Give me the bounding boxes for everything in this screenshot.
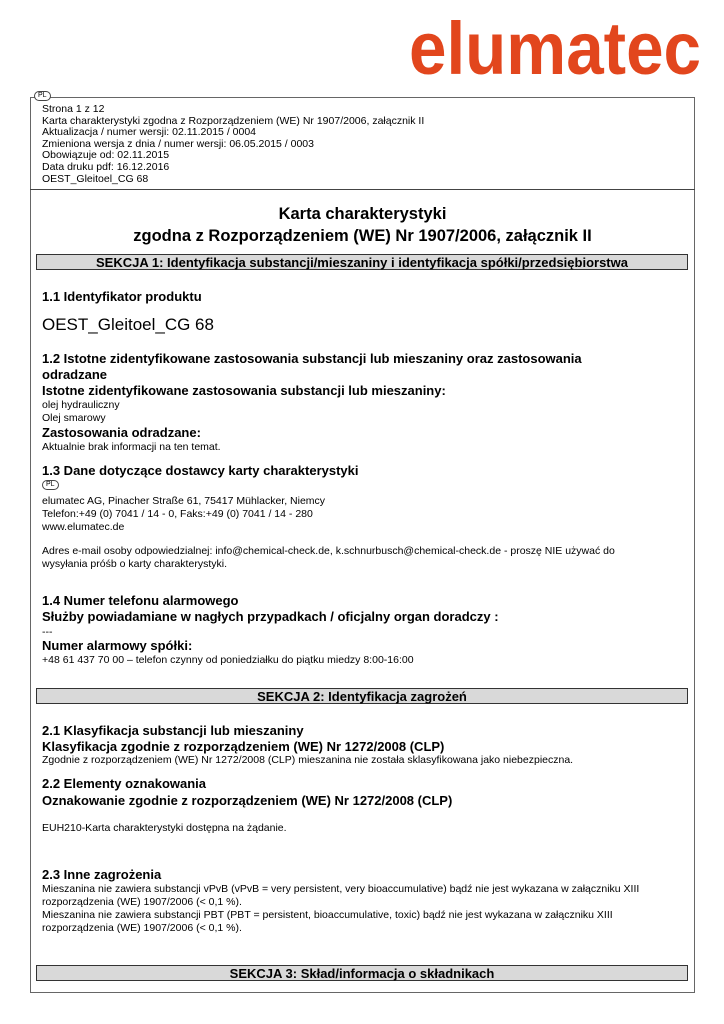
s23-line: Mieszanina nie zawiera substancji vPvB (vPvB = very persistent, very bioaccumulative) bądź nie jest wykazana w załączniku XIII [42,883,640,895]
emergency-services-title: Służby powiadamiane w nagłych przypadkach / oficjalny organ doradczy : [42,609,499,624]
product-name: OEST_Gleitoel_CG 68 [42,315,214,334]
logo-text: elumatec [409,12,701,82]
document-header [42,104,424,185]
s14-title: 1.4 Numer telefonu alarmowego [42,593,239,608]
s23-line: Mieszanina nie zawiera substancji PBT (PBT = persistent, bioaccumulative, toxic) bądź nie jest wykazana w załączniku XIII [42,909,613,921]
s22-subtitle: Oznakowanie zgodnie z rozporządzeniem (WE) Nr 1272/2008 (CLP) [42,793,453,808]
language-badge: PL [34,91,51,101]
use-item: olej hydrauliczny [42,399,120,411]
section3-heading: SEKCJA 3: Skład/informacja o składnikach [36,965,688,981]
elumatec-logo [405,12,705,82]
company-emergency-title: Numer alarmowy spółki: [42,638,193,653]
company-emergency-value: +48 61 437 70 00 – telefon czynny od poniedziałku do piątku miedzy 8:00-16:00 [42,654,414,666]
supplier-website: www.elumatec.de [42,521,125,533]
header-product: OEST_Gleitoel_CG 68 [42,172,149,185]
s11-title: 1.1 Identyfikator produktu [42,289,202,304]
section2-heading: SEKCJA 2: Identyfikacja zagrożeń [36,688,688,704]
supplier-phone: Telefon:+49 (0) 7041 / 14 - 0, Faks:+49 (0) 7041 / 14 - 280 [42,508,313,520]
s22-title: 2.2 Elementy oznakowania [42,776,207,791]
header-valid-from: Obowiązuje od: 02.11.2015 [42,149,170,162]
s12-title-line1: 1.2 Istotne zidentyfikowane zastosowania substancji lub mieszaniny oraz zastosowania [42,351,582,366]
supplier-address: elumatec AG, Pinacher Straße 61, 75417 Mühlacker, Niemcy [42,495,326,507]
language-badge: PL [42,480,59,490]
section1-heading: SEKCJA 1: Identyfikacja substancji/mieszaniny i identyfikacja spółki/przedsiębiorstwa [36,254,688,270]
header-replaced: Zmieniona wersja z dnia / numer wersji: 06.05.2015 / 0003 [42,137,314,150]
s21-subtitle: Klasyfikacja zgodnie z rozporządzeniem (WE) Nr 1272/2008 (CLP) [42,739,445,754]
s22-text: EUH210-Karta charakterystyki dostępna na żądanie. [42,822,287,834]
document-title: Karta charakterystyki [278,205,447,223]
responsible-email-line1: Adres e-mail osoby odpowiedzialnej: info@chemical-check.de, k.schnurbusch@chemical-check.de - proszę NIE używać do [42,545,615,557]
s13-title: 1.3 Dane dotyczące dostawcy karty charakterystyki [42,463,359,478]
use-item: Olej smarowy [42,412,106,424]
header-page: Strona 1 z 12 [42,103,105,115]
not-recommended-text: Aktualnie brak informacji na ten temat. [42,441,221,453]
emergency-services-value: --- [42,626,53,638]
responsible-email-line2: wysyłania próśb o karty charakterystyki. [42,558,227,570]
not-recommended-title: Zastosowania odradzane: [42,425,201,440]
s23-line: rozporządzenia (WE) 1907/2006 (< 0,1 %). [42,922,242,934]
uses-title: Istotne zidentyfikowane zastosowania substancji lub mieszaniny: [42,383,446,398]
header-divider [30,189,695,190]
s12-title-line2: odradzane [42,367,108,382]
s21-title: 2.1 Klasyfikacja substancji lub mieszaniny [42,723,304,738]
document-subtitle: zgodna z Rozporządzeniem (WE) Nr 1907/2006, załącznik II [133,227,592,245]
s21-text: Zgodnie z rozporządzeniem (WE) Nr 1272/2008 (CLP) mieszanina nie została sklasyfikowana jako niebezpieczna. [42,754,574,766]
header-print-date: Data druku pdf: 16.12.2016 [42,160,170,173]
s23-line: rozporządzenia (WE) 1907/2006 (< 0,1 %). [42,896,242,908]
header-update: Aktualizacja / numer wersji: 02.11.2015 / 0004 [42,126,257,139]
header-doc-title: Karta charakterystyki zgodna z Rozporządzeniem (WE) Nr 1907/2006, załącznik II [42,114,425,127]
s23-title: 2.3 Inne zagrożenia [42,867,162,882]
